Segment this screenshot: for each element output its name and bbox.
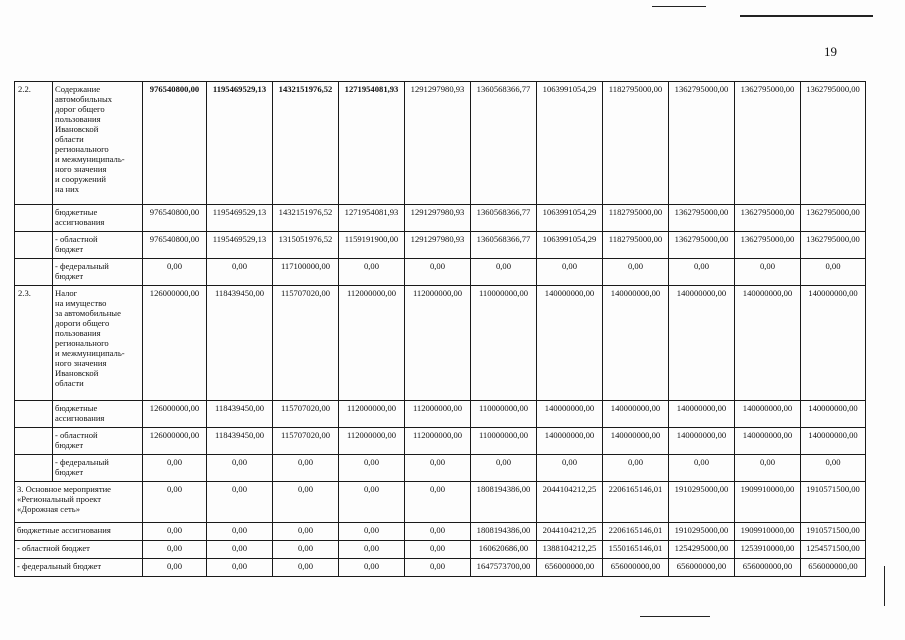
amount-cell: 1647573700,00 xyxy=(471,559,537,577)
table-row xyxy=(15,205,866,232)
amount-cell: 1388104212,25 xyxy=(537,541,603,559)
amount-cell: 1362795000,00 xyxy=(735,82,801,205)
amount-cell: 0,00 xyxy=(207,559,273,577)
amount-cell: 140000000,00 xyxy=(801,428,866,455)
table-row xyxy=(15,428,866,455)
amount-cell: 656000000,00 xyxy=(735,559,801,577)
amount-cell: 1360568366,77 xyxy=(471,82,537,205)
amount-cell: 1362795000,00 xyxy=(801,232,866,259)
page-number: 19 xyxy=(824,44,837,59)
amount-cell: 0,00 xyxy=(207,541,273,559)
amount-cell: 140000000,00 xyxy=(735,428,801,455)
amount-cell: 126000000,00 xyxy=(143,286,207,401)
amount-cell: 0,00 xyxy=(273,541,339,559)
row-number xyxy=(15,455,53,482)
scan-mark-bottom xyxy=(640,616,710,617)
row-label: - областной бюджет xyxy=(53,428,143,455)
amount-cell: 1432151976,52 xyxy=(273,205,339,232)
amount-cell: 1254571500,00 xyxy=(801,541,866,559)
amount-cell: 0,00 xyxy=(339,559,405,577)
amount-cell: 1254295000,00 xyxy=(669,541,735,559)
amount-cell: 1182795000,00 xyxy=(603,232,669,259)
amount-cell: 0,00 xyxy=(143,541,207,559)
amount-cell: 140000000,00 xyxy=(735,401,801,428)
amount-cell: 0,00 xyxy=(801,455,866,482)
amount-cell: 140000000,00 xyxy=(537,286,603,401)
amount-cell: 0,00 xyxy=(143,259,207,286)
amount-cell: 0,00 xyxy=(143,523,207,541)
amount-cell: 140000000,00 xyxy=(801,401,866,428)
amount-cell: 976540800,00 xyxy=(143,82,207,205)
amount-cell: 976540800,00 xyxy=(143,232,207,259)
amount-cell: 0,00 xyxy=(405,455,471,482)
row-label: - областной бюджет xyxy=(15,541,143,559)
amount-cell: 2206165146,01 xyxy=(603,482,669,523)
amount-cell: 1808194386,00 xyxy=(471,523,537,541)
amount-cell: 0,00 xyxy=(405,259,471,286)
amount-cell: 1910571500,00 xyxy=(801,482,866,523)
amount-cell: 1195469529,13 xyxy=(207,232,273,259)
amount-cell: 140000000,00 xyxy=(801,286,866,401)
amount-cell: 112000000,00 xyxy=(339,286,405,401)
amount-cell: 115707020,00 xyxy=(273,401,339,428)
amount-cell: 115707020,00 xyxy=(273,428,339,455)
scan-mark-top-right xyxy=(740,15,873,17)
amount-cell: 1291297980,93 xyxy=(405,82,471,205)
amount-cell: 112000000,00 xyxy=(339,428,405,455)
amount-cell: 117100000,00 xyxy=(273,259,339,286)
amount-cell: 1362795000,00 xyxy=(801,205,866,232)
amount-cell: 126000000,00 xyxy=(143,428,207,455)
row-label: - областной бюджет xyxy=(53,232,143,259)
amount-cell: 0,00 xyxy=(143,559,207,577)
amount-cell: 0,00 xyxy=(603,455,669,482)
row-label: 3. Основное мероприятие «Региональный проект «Дорожная сеть» xyxy=(15,482,143,523)
amount-cell: 140000000,00 xyxy=(603,428,669,455)
table-row xyxy=(15,482,866,523)
table-row xyxy=(15,82,866,205)
row-number xyxy=(15,401,53,428)
table-row xyxy=(15,232,866,259)
budget-table xyxy=(14,81,866,577)
table-row xyxy=(15,559,866,577)
table-row xyxy=(15,286,866,401)
amount-cell: 1362795000,00 xyxy=(669,205,735,232)
amount-cell: 0,00 xyxy=(339,259,405,286)
amount-cell: 1910295000,00 xyxy=(669,523,735,541)
amount-cell: 118439450,00 xyxy=(207,428,273,455)
amount-cell: 0,00 xyxy=(273,455,339,482)
amount-cell: 118439450,00 xyxy=(207,286,273,401)
amount-cell: 0,00 xyxy=(339,455,405,482)
row-number: 2.2. xyxy=(15,82,53,205)
amount-cell: 1271954081,93 xyxy=(339,205,405,232)
amount-cell: 1909910000,00 xyxy=(735,523,801,541)
amount-cell: 2044104212,25 xyxy=(537,523,603,541)
amount-cell: 1253910000,00 xyxy=(735,541,801,559)
amount-cell: 140000000,00 xyxy=(537,428,603,455)
amount-cell: 0,00 xyxy=(405,559,471,577)
amount-cell: 0,00 xyxy=(143,482,207,523)
row-number xyxy=(15,205,53,232)
row-label: бюджетные ассигнования xyxy=(53,205,143,232)
amount-cell: 140000000,00 xyxy=(603,401,669,428)
amount-cell: 976540800,00 xyxy=(143,205,207,232)
amount-cell: 110000000,00 xyxy=(471,401,537,428)
amount-cell: 656000000,00 xyxy=(603,559,669,577)
amount-cell: 112000000,00 xyxy=(339,401,405,428)
amount-cell: 140000000,00 xyxy=(735,286,801,401)
amount-cell: 0,00 xyxy=(537,259,603,286)
amount-cell: 0,00 xyxy=(339,523,405,541)
amount-cell: 1063991054,29 xyxy=(537,232,603,259)
amount-cell: 0,00 xyxy=(471,259,537,286)
amount-cell: 1195469529,13 xyxy=(207,82,273,205)
amount-cell: 115707020,00 xyxy=(273,286,339,401)
amount-cell: 656000000,00 xyxy=(537,559,603,577)
table-row xyxy=(15,259,866,286)
row-number xyxy=(15,259,53,286)
amount-cell: 1362795000,00 xyxy=(735,205,801,232)
table-row xyxy=(15,455,866,482)
amount-cell: 1360568366,77 xyxy=(471,232,537,259)
amount-cell: 0,00 xyxy=(405,523,471,541)
amount-cell: 1182795000,00 xyxy=(603,82,669,205)
amount-cell: 0,00 xyxy=(669,455,735,482)
row-label: бюджетные ассигнования xyxy=(15,523,143,541)
amount-cell: 0,00 xyxy=(273,523,339,541)
row-label: бюджетные ассигнования xyxy=(53,401,143,428)
amount-cell: 112000000,00 xyxy=(405,428,471,455)
amount-cell: 1362795000,00 xyxy=(801,82,866,205)
amount-cell: 1182795000,00 xyxy=(603,205,669,232)
amount-cell: 656000000,00 xyxy=(669,559,735,577)
amount-cell: 1432151976,52 xyxy=(273,82,339,205)
amount-cell: 140000000,00 xyxy=(669,401,735,428)
amount-cell: 0,00 xyxy=(207,523,273,541)
amount-cell: 1808194386,00 xyxy=(471,482,537,523)
row-number xyxy=(15,428,53,455)
amount-cell: 0,00 xyxy=(273,559,339,577)
amount-cell: 0,00 xyxy=(405,482,471,523)
amount-cell: 0,00 xyxy=(471,455,537,482)
row-label: - федеральный бюджет xyxy=(53,455,143,482)
amount-cell: 1362795000,00 xyxy=(669,232,735,259)
amount-cell: 160620686,00 xyxy=(471,541,537,559)
amount-cell: 0,00 xyxy=(143,455,207,482)
amount-cell: 140000000,00 xyxy=(669,286,735,401)
amount-cell: 1362795000,00 xyxy=(735,232,801,259)
amount-cell: 0,00 xyxy=(735,259,801,286)
amount-cell: 2206165146,01 xyxy=(603,523,669,541)
amount-cell: 0,00 xyxy=(207,259,273,286)
table-row xyxy=(15,523,866,541)
amount-cell: 0,00 xyxy=(537,455,603,482)
row-label: - федеральный бюджет xyxy=(15,559,143,577)
amount-cell: 0,00 xyxy=(339,541,405,559)
amount-cell: 1909910000,00 xyxy=(735,482,801,523)
row-number: 2.3. xyxy=(15,286,53,401)
amount-cell: 1291297980,93 xyxy=(405,232,471,259)
row-label: - федеральный бюджет xyxy=(53,259,143,286)
amount-cell: 1063991054,29 xyxy=(537,82,603,205)
amount-cell: 1063991054,29 xyxy=(537,205,603,232)
amount-cell: 1159191900,00 xyxy=(339,232,405,259)
amount-cell: 112000000,00 xyxy=(405,401,471,428)
amount-cell: 0,00 xyxy=(669,259,735,286)
amount-cell: 118439450,00 xyxy=(207,401,273,428)
amount-cell: 0,00 xyxy=(735,455,801,482)
amount-cell: 1360568366,77 xyxy=(471,205,537,232)
amount-cell: 0,00 xyxy=(405,541,471,559)
amount-cell: 0,00 xyxy=(273,482,339,523)
amount-cell: 110000000,00 xyxy=(471,428,537,455)
amount-cell: 1550165146,01 xyxy=(603,541,669,559)
amount-cell: 1195469529,13 xyxy=(207,205,273,232)
budget-table-body xyxy=(15,82,866,577)
row-number xyxy=(15,232,53,259)
scan-mark-top xyxy=(652,6,706,7)
amount-cell: 0,00 xyxy=(801,259,866,286)
amount-cell: 140000000,00 xyxy=(669,428,735,455)
row-label: Налог на имущество за автомобильные дороги общего пользования регионального и межмуниципаль- ного значения Ивановской области xyxy=(53,286,143,401)
amount-cell: 1910295000,00 xyxy=(669,482,735,523)
amount-cell: 110000000,00 xyxy=(471,286,537,401)
row-label: Содержание автомобильных дорог общего пользования Ивановской области регионального и межмуниципаль- ного значения и сооружений на них xyxy=(53,82,143,205)
amount-cell: 1271954081,93 xyxy=(339,82,405,205)
amount-cell: 112000000,00 xyxy=(405,286,471,401)
amount-cell: 1315051976,52 xyxy=(273,232,339,259)
table-row xyxy=(15,401,866,428)
amount-cell: 1362795000,00 xyxy=(669,82,735,205)
scan-mark-right-edge xyxy=(884,566,885,606)
amount-cell: 140000000,00 xyxy=(537,401,603,428)
amount-cell: 2044104212,25 xyxy=(537,482,603,523)
amount-cell: 1910571500,00 xyxy=(801,523,866,541)
amount-cell: 140000000,00 xyxy=(603,286,669,401)
amount-cell: 0,00 xyxy=(339,482,405,523)
amount-cell: 1291297980,93 xyxy=(405,205,471,232)
amount-cell: 0,00 xyxy=(207,482,273,523)
amount-cell: 0,00 xyxy=(603,259,669,286)
table-row xyxy=(15,541,866,559)
amount-cell: 0,00 xyxy=(207,455,273,482)
amount-cell: 126000000,00 xyxy=(143,401,207,428)
amount-cell: 656000000,00 xyxy=(801,559,866,577)
